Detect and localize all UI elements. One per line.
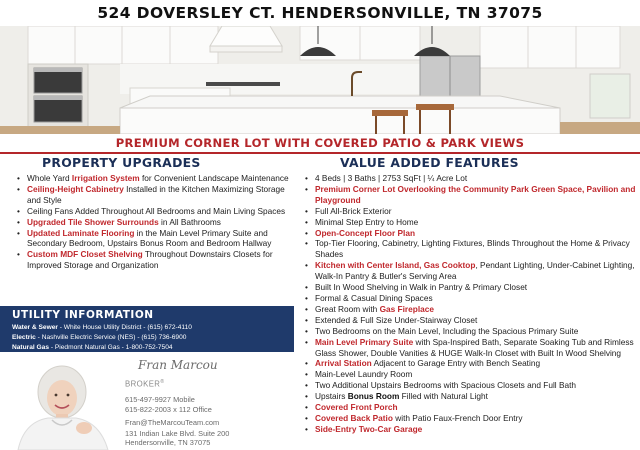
list-item: • Upstairs Bonus Room Filled with Natural Light: [302, 391, 636, 402]
list-item: • Updated Laminate Flooring in the Main Level Primary Suite and Secondary Bedroom, Upstairs Bonus Room and Bedroom Hallway: [14, 228, 294, 250]
utility-gas-line: Natural Gas - Piedmont Natural Gas - 1-800-752-7504: [12, 344, 173, 351]
list-item: • Open-Concept Floor Plan: [302, 228, 636, 239]
agent-mobile: 615-497-9927 Mobile: [125, 395, 195, 404]
property-upgrades-list: [14, 173, 294, 271]
list-item: • Custom MDF Closet Shelving Throughout Downstairs Closets for Improved Storage and Organization: [14, 249, 294, 271]
utility-heading: UTILITY INFORMATION: [12, 309, 154, 321]
agent-signature: Fran Marcou: [138, 358, 218, 372]
list-item: • Upgraded Tile Shower Surrounds in All Bathrooms: [14, 217, 294, 228]
kitchen-photo: [0, 26, 640, 134]
banner-text: PREMIUM CORNER LOT WITH COVERED PATIO & PARK VIEWS: [115, 136, 525, 150]
utility-information-box: [0, 306, 294, 352]
list-item: • Side-Entry Two-Car Garage: [302, 424, 636, 435]
listing-header: [0, 0, 640, 26]
list-item: • Formal & Casual Dining Spaces: [302, 293, 636, 304]
list-item: • Great Room with Gas Fireplace: [302, 304, 636, 315]
agent-card: [0, 352, 300, 450]
headline-banner: [0, 134, 640, 154]
value-added-features-list: [302, 173, 636, 435]
list-item: • Main Level Primary Suite with Spa-Inspired Bath, Separate Soaking Tub and Rimless Glass Shower, Double Vanities & HUGE Walk-In Closet with Built In Wood Shelving: [302, 337, 636, 359]
agent-email: Fran@TheMarcouTeam.com: [125, 418, 220, 427]
list-item: • Main-Level Laundry Room: [302, 369, 636, 380]
list-item: • Whole Yard Irrigation System for Convenient Landscape Maintenance: [14, 173, 294, 184]
list-item: • Built In Wood Shelving in Walk in Pantry & Primary Closet: [302, 282, 636, 293]
list-item: • 4 Beds | 3 Baths | 2753 SqFt | ¼ Acre Lot: [302, 173, 636, 184]
list-item: • Premium Corner Lot Overlooking the Community Park Green Space, Pavilion and Playground: [302, 184, 636, 206]
value-added-features-heading: VALUE ADDED FEATURES: [340, 155, 519, 170]
list-item: • Kitchen with Center Island, Gas Cooktop, Pendant Lighting, Under-Cabinet Lighting, Walk-In Pantry & Butler's Serving Area: [302, 260, 636, 282]
list-item: • Ceiling-Height Cabinetry Installed in the Kitchen Maximizing Storage and Style: [14, 184, 294, 206]
list-item: • Two Additional Upstairs Bedrooms with Spacious Closets and Full Bath: [302, 380, 636, 391]
agent-address-line1: 131 Indian Lake Blvd. Suite 200: [125, 429, 230, 438]
list-item: • Arrival Station Adjacent to Garage Entry with Bench Seating: [302, 358, 636, 369]
list-item: • Covered Back Patio with Patio Faux-French Door Entry: [302, 413, 636, 424]
agent-title: BROKER®: [125, 379, 165, 389]
list-item: • Top-Tier Flooring, Cabinetry, Lighting Fixtures, Blinds Throughout the Home & Privacy Shades: [302, 238, 636, 260]
list-item: • Two Bedrooms on the Main Level, Including the Spacious Primary Suite: [302, 326, 636, 337]
utility-electric-line: Electric - Nashville Electric Service (NES) - (615) 736-6900: [12, 334, 187, 341]
list-item: • Ceiling Fans Added Throughout All Bedrooms and Main Living Spaces: [14, 206, 294, 217]
agent-office-phone: 615-822-2003 x 112 Office: [125, 405, 212, 414]
property-upgrades-heading: PROPERTY UPGRADES: [42, 155, 201, 170]
agent-photo: [0, 358, 120, 450]
list-item: • Covered Front Porch: [302, 402, 636, 413]
list-item: • Minimal Step Entry to Home: [302, 217, 636, 228]
list-item: • Full All-Brick Exterior: [302, 206, 636, 217]
utility-water-line: Water & Sewer - White House Utility District - (615) 672-4110: [12, 324, 192, 331]
list-item: • Extended & Full Size Under-Stairway Closet: [302, 315, 636, 326]
property-address: 524 DOVERSLEY CT. HENDERSONVILLE, TN 37075: [97, 4, 543, 22]
agent-address-line2: Hendersonville, TN 37075: [125, 438, 211, 447]
